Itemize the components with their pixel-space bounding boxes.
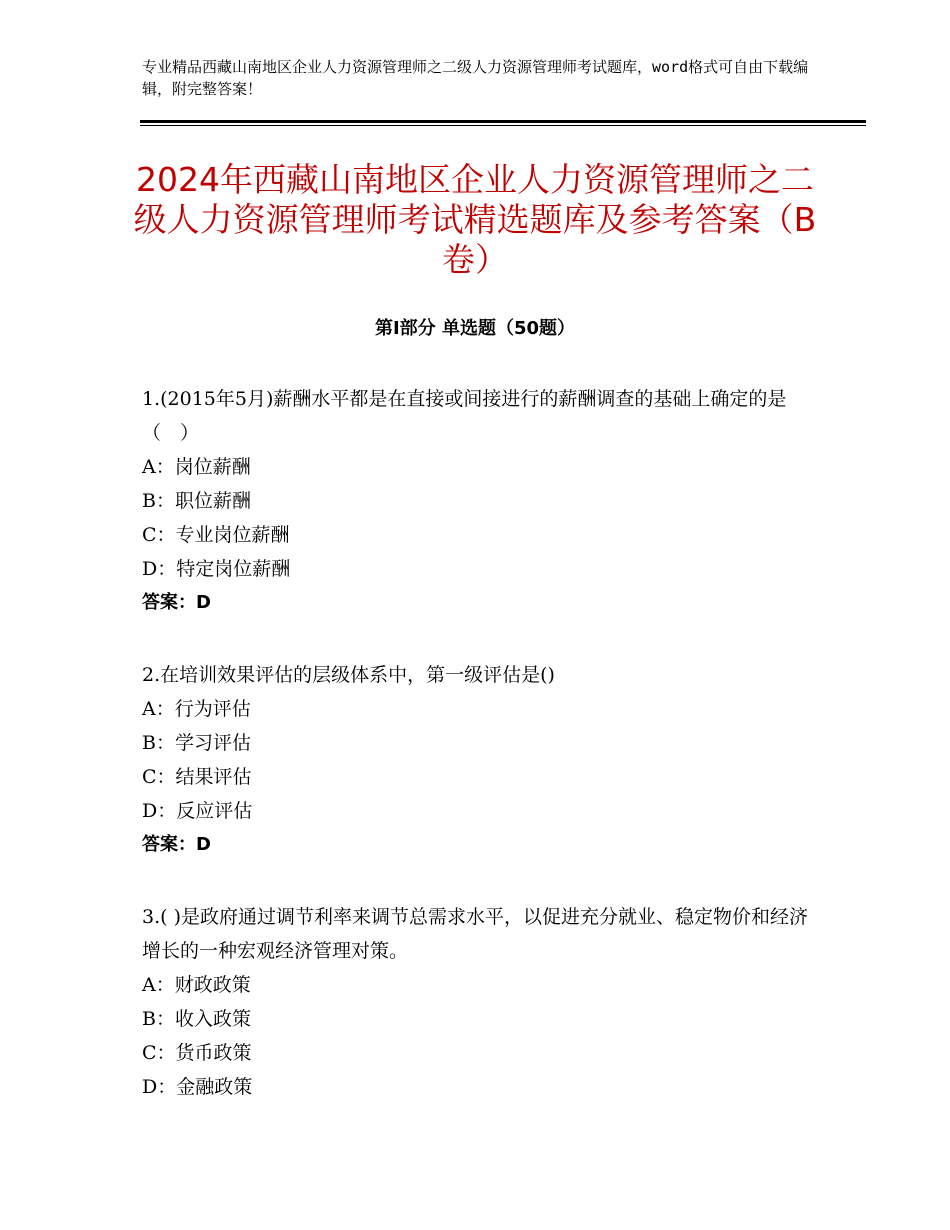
option-d: D：金融政策 xyxy=(142,1076,253,1098)
option-b: B：收入政策 xyxy=(142,1008,251,1030)
question-stem: 3.( )是政府通过调节利率来调节总需求水平，以促进充分就业、稳定物价和经济增长的一种宏观经济管理对策。 xyxy=(142,906,808,962)
header-note: 专业精品西藏山南地区企业人力资源管理师之二级人力资源管理师考试题库，word格式可自由下载编辑，附完整答案！ xyxy=(142,58,809,98)
question-stem: 2.在培训效果评估的层级体系中，第一级评估是() xyxy=(142,664,555,686)
option-d: D：反应评估 xyxy=(142,800,253,822)
option-c: C：专业岗位薪酬 xyxy=(142,524,290,546)
option-c: C：结果评估 xyxy=(142,766,252,788)
option-a: A：财政政策 xyxy=(142,974,251,996)
option-b: B：职位薪酬 xyxy=(142,490,251,512)
question-2 xyxy=(142,658,812,862)
option-b: B：学习评估 xyxy=(142,732,251,754)
header-rule-thick xyxy=(140,120,866,123)
question-3 xyxy=(142,900,812,1104)
question-list xyxy=(142,382,812,1142)
option-a: A：岗位薪酬 xyxy=(142,456,251,478)
question-1 xyxy=(142,382,812,620)
section-heading: 第Ⅰ部分 单选题（50题） xyxy=(374,318,575,339)
answer: 答案：D xyxy=(142,834,211,855)
option-d: D：特定岗位薪酬 xyxy=(142,558,291,580)
option-c: C：货币政策 xyxy=(142,1042,252,1064)
question-stem: 1.(2015年5月)薪酬水平都是在直接或间接进行的薪酬调查的基础上确定的是（ ） xyxy=(142,388,787,444)
header-rule-thin xyxy=(140,125,866,126)
answer: 答案：D xyxy=(142,592,211,613)
document-title: 2024年西藏山南地区企业人力资源管理师之二级人力资源管理师考试精选题库及参考答案（B卷） xyxy=(133,160,817,279)
option-a: A：行为评估 xyxy=(142,698,251,720)
